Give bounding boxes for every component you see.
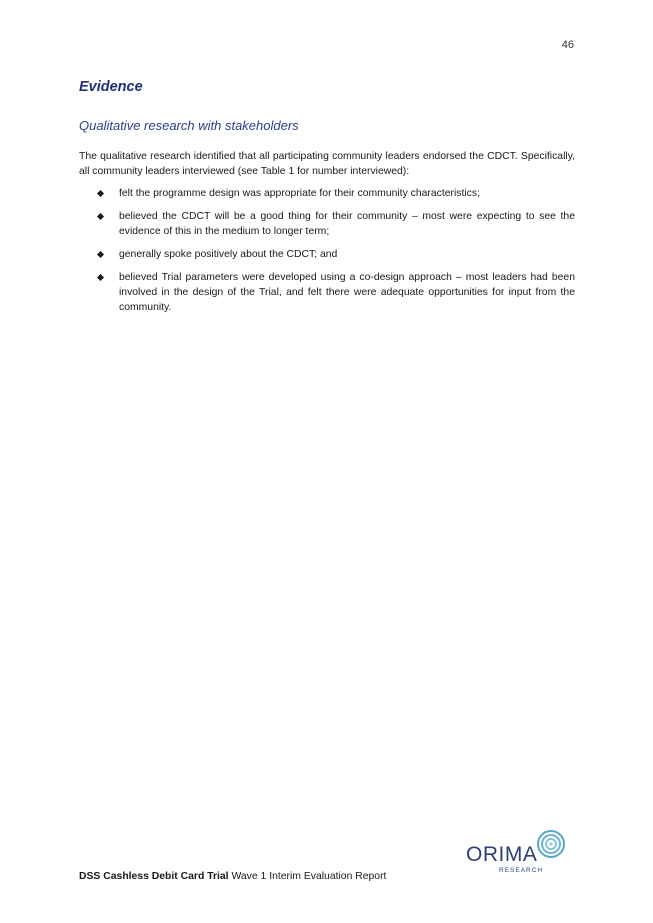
list-item: [98, 247, 575, 262]
logo-circles-icon: [536, 829, 566, 859]
findings-list: [98, 186, 575, 323]
footer-report-title: DSS Cashless Debit Card Trial: [79, 871, 229, 882]
diamond-bullet-icon: [97, 251, 104, 258]
list-item: [98, 186, 575, 201]
list-item-text: generally spoke positively about the CDCT; and: [119, 249, 338, 260]
list-item-text: felt the programme design was appropriate for their community characteristics;: [119, 188, 480, 199]
list-item-text: believed the CDCT will be a good thing for their community – most were expecting to see the evidence of this in the medium to longer term;: [119, 211, 575, 237]
page-footer: [79, 871, 386, 882]
list-item-text: believed Trial parameters were developed using a co-design approach – most leaders had been involved in the design of the Trial, and felt there were adequate opportunities for input from the community.: [119, 272, 575, 313]
footer-report-subtitle: Wave 1 Interim Evaluation Report: [228, 871, 387, 882]
intro-paragraph: The qualitative research identified that all participating community leaders endorsed the CDCT. Specifically, all community leaders interviewed (see Table 1 for number interviewed):: [79, 151, 575, 177]
logo-subtitle: RESEARCH: [499, 867, 544, 874]
section-heading: Evidence: [79, 79, 143, 95]
orima-logo: [466, 829, 572, 879]
list-item: [98, 209, 575, 239]
subsection-heading: Qualitative research with stakeholders: [79, 118, 299, 133]
logo-wordmark: ORIMA: [466, 843, 538, 866]
page-number: 46: [561, 39, 574, 51]
diamond-bullet-icon: [97, 190, 104, 197]
list-item: [98, 270, 575, 315]
diamond-bullet-icon: [97, 274, 104, 281]
diamond-bullet-icon: [97, 213, 104, 220]
